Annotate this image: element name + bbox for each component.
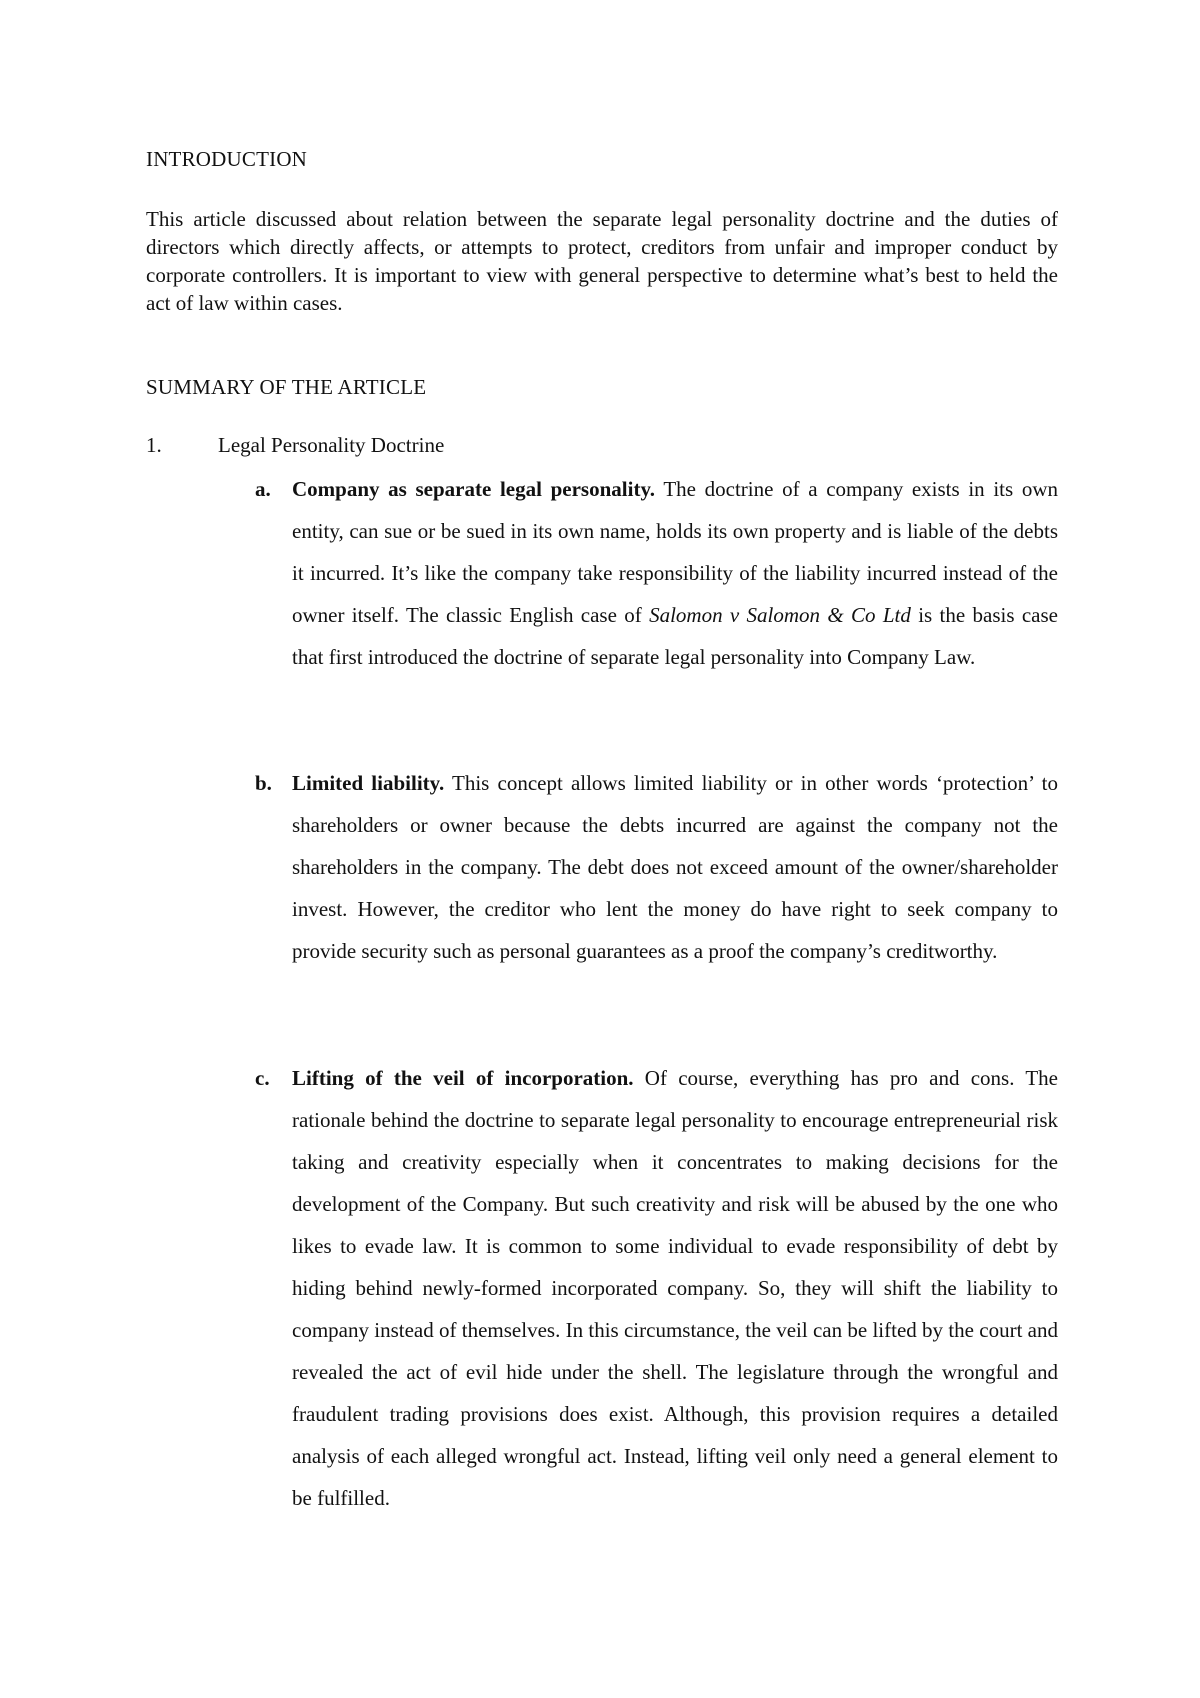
summary-heading: SUMMARY OF THE ARTICLE: [146, 375, 427, 399]
introduction-heading: INTRODUCTION: [146, 147, 308, 171]
list-item-c-text: Of course, everything has pro and cons. The rationale behind the doctrine to separate legal personality to encourage entrepreneurial risk taking and creativity especially when it concentrates to making decisions for the development of the Company. But such creativity and risk will be abused by the one who likes to evade law. It is common to some individual to evade responsibility of debt by hiding behind newly-formed incorporated company. So, they will shift the liability to company instead of themselves. In this circumstance, the veil can be lifted by the court and revealed the act of evil hide under the shell. The legislature through the wrongful and fraudulent trading provisions does exist. Although, this provision requires a detailed analysis of each alleged wrongful act. Instead, lifting veil only need a general element to be fulfilled.: [292, 1066, 1058, 1510]
list-item-a: [256, 468, 1058, 678]
list-item-b: [256, 762, 1058, 972]
list-marker-a: a.: [255, 477, 271, 501]
list-item-a-body: [292, 468, 1058, 678]
introduction-paragraph: This article discussed about relation between the separate legal personality doctrine and the duties of directors which directly affects, or attempts to protect, creditors from unfair and improper conduct by corporate controllers. It is important to view with general perspective to determine what’s best to held the act of law within cases.: [146, 207, 1058, 315]
list-item-c: [256, 1057, 1058, 1519]
list-item-a-text-1: The doctrine of a company exists in its own entity, can sue or be sued in its own name, holds its own property and is liable of the debts it incurred. It’s like the company take responsibility of the liability incurred instead of the owner itself. The classic English case of: [292, 477, 1058, 627]
list-marker-b: b.: [255, 771, 272, 795]
list-item-b-lead: Limited liability.: [292, 771, 445, 795]
list-item-c-body: [292, 1057, 1058, 1519]
list-item-b-text: This concept allows limited liability or in other words ‘protection’ to shareholders or owner because the debts incurred are against the company not the shareholders in the company. The debt does not exceed amount of the owner/shareholder invest. However, the creditor who lent the money do have right to seek company to provide security such as personal guarantees as a proof the company’s creditworthy.: [292, 771, 1058, 963]
list-marker-c: c.: [255, 1066, 270, 1090]
section-1-title: [146, 433, 444, 458]
case-name: Salomon v Salomon & Co Ltd: [649, 603, 911, 627]
section-1-number: 1.: [146, 433, 162, 457]
list-item-c-lead: Lifting of the veil of incorporation.: [292, 1066, 634, 1090]
list-item-a-text-2: is the basis case that first introduced the doctrine of separate legal personality into Company Law.: [292, 603, 1058, 669]
section-1-label: Legal Personality Doctrine: [218, 433, 445, 457]
list-item-b-body: [292, 762, 1058, 972]
list-item-a-lead: Company as separate legal personality.: [292, 477, 656, 501]
